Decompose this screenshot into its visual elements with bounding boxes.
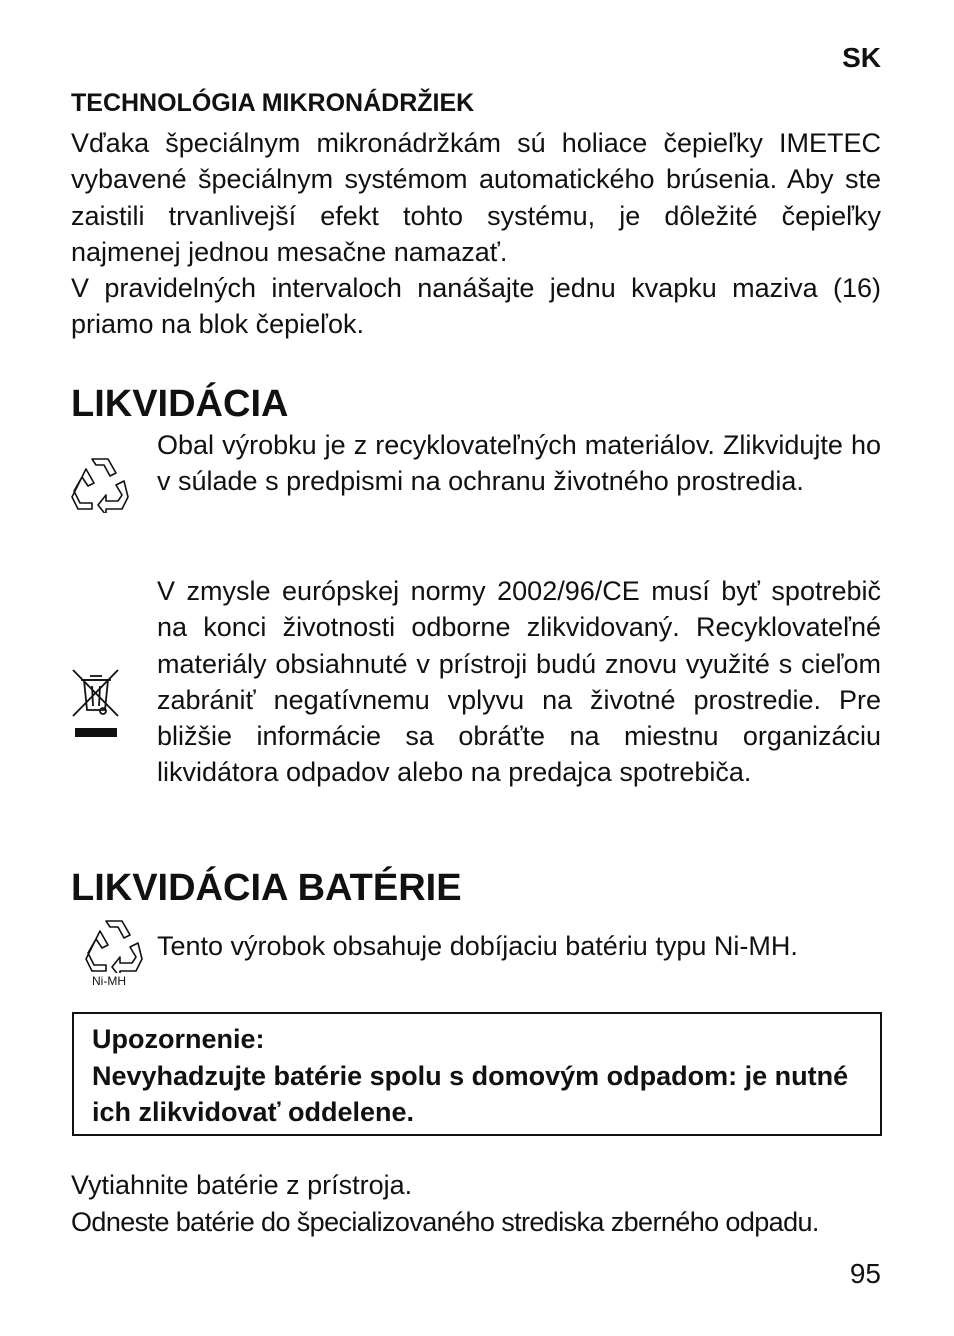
page-number: 95 (849, 1258, 881, 1289)
warning-text: Nevyhadzujte batérie spolu s domovým odpadom: je nutné ich zlikvidovať oddelene. (92, 1061, 849, 1128)
technology-paragraph-2: V pravidelných intervaloch nanášajte jednu kvapku maziva (16) priamo na blok čepieľok. (71, 273, 881, 340)
battery-step-2: Odneste batérie do špecializovaného strediska zberného odpadu. (71, 1207, 819, 1237)
technology-heading: TECHNOLÓGIA MIKRONÁDRŽIEK (71, 89, 475, 117)
battery-disposal-heading: LIKVIDÁCIA BATÉRIE (71, 867, 462, 909)
warning-title: Upozornenie: (92, 1024, 265, 1054)
battery-paragraph: Tento výrobok obsahuje dobíjaciu batériu typu Ni-MH. (157, 931, 798, 961)
crossed-bin-icon (70, 668, 122, 740)
warning-box (72, 1012, 882, 1136)
packaging-paragraph: Obal výrobku je z recyklovateľných materiálov. Zlikvidujte ho v súlade s predpismi na ochranu životného prostredia. (157, 430, 881, 497)
technology-paragraph-1: Vďaka špeciálnym mikronádržkám sú holiace čepieľky IMETEC vybavené špeciálnym systémom automatického brúsenia. Aby ste zaistili trvanlivejší efekt tohto systému, je dôležité čepieľky najmenej jednou mesačne namazať. (71, 128, 881, 267)
disposal-heading: LIKVIDÁCIA (71, 383, 289, 425)
weee-paragraph: V zmysle európskej normy 2002/96/CE musí byť spotrebič na konci životnosti odborne zlikvidovaný. Recyklovateľné materiály obsiahnuté v prístroji budú znovu využité s cieľom zabrániť negatívnemu vplyvu na životné prostredie. Pre bližšie informácie sa obráťte na miestnu organizáciu likvidátora odpadov alebo na predajca spotrebiča. (157, 576, 881, 788)
language-code: SK (842, 42, 881, 73)
recycle-icon (70, 455, 130, 513)
battery-type-label: Ni-MH (92, 974, 126, 988)
battery-step-1: Vytiahnite batérie z prístroja. (71, 1170, 413, 1200)
battery-recycle-icon (84, 917, 144, 973)
